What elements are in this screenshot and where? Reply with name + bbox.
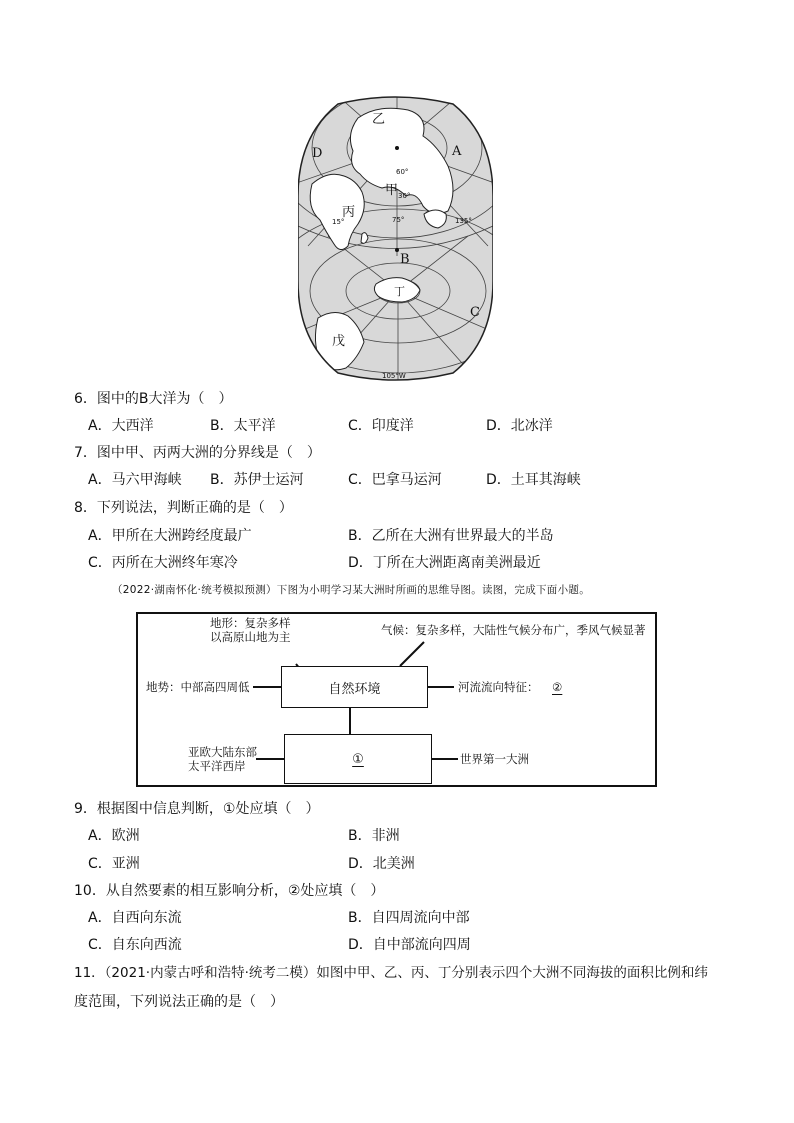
q9-option-d[interactable]: D．北美洲 [348, 856, 415, 872]
label-d: D [312, 146, 323, 161]
mind-map-answer-box [284, 734, 432, 784]
label-lon135: 135° [455, 217, 472, 225]
mind-map-figure [136, 612, 657, 787]
mind-map-location: 亚欧大陆东部 太平洋西岸 [188, 745, 257, 773]
mind-map-blank-2: ② [552, 680, 563, 694]
mind-map-climate: 气候：复杂多样，大陆性气候分布广，季风气候显著 [381, 623, 646, 637]
question-10-stem: 10．从自然要素的相互影响分析，②处应填（ ） [74, 883, 385, 899]
mind-map-center-label: 自然环境 [328, 681, 381, 697]
mind-map-relief: 地势：中部高四周低 [146, 680, 250, 694]
label-lon75: 75° [392, 216, 405, 224]
q8-option-d[interactable]: D．丁所在大洲距离南美洲最近 [348, 555, 541, 571]
question-6-stem: 6．图中的B大洋为（ ） [74, 391, 233, 407]
mind-map-river-label: 河流流向特征： [458, 680, 539, 694]
question-11-line-1: 11．（2021·内蒙古呼和浩特·统考二模）如图中甲、乙、丙、丁分别表示四个大洲不同海拔的面积比例和纬 [74, 965, 708, 981]
q7-option-b[interactable]: B．苏伊士运河 [210, 472, 304, 488]
label-lat30: 30° [398, 192, 411, 200]
question-8-stem: 8．下列说法，判断正确的是（ ） [74, 500, 293, 516]
q10-option-d[interactable]: D．自中部流向四周 [348, 937, 471, 953]
mind-map-center-box [281, 666, 428, 708]
mind-map-blank-1: ① [352, 751, 364, 767]
q7-option-a[interactable]: A．马六甲海峡 [88, 472, 182, 488]
question-11-line-2: 度范围，下列说法正确的是（ ） [74, 994, 284, 1010]
q10-option-c[interactable]: C．自东向西流 [88, 937, 182, 953]
q9-option-b[interactable]: B．非洲 [348, 828, 400, 844]
label-ding: 丁 [394, 285, 405, 298]
mind-map-largest: 世界第一大洲 [460, 752, 529, 766]
q9-option-c[interactable]: C．亚洲 [88, 856, 140, 872]
world-map-figure [298, 96, 493, 381]
label-a: A [452, 144, 462, 159]
north-pole-point [395, 146, 399, 150]
q8-option-a[interactable]: A．甲所在大洲跨经度最广 [88, 528, 252, 544]
q10-option-b[interactable]: B．自四周流向中部 [348, 910, 470, 926]
label-lon15: 15° [332, 218, 345, 226]
q8-option-b[interactable]: B．乙所在大洲有世界最大的半岛 [348, 528, 554, 544]
q6-option-d[interactable]: D．北冰洋 [486, 418, 553, 434]
mind-map-river [458, 680, 572, 694]
label-yi: 乙 [372, 112, 386, 127]
q8-option-c[interactable]: C．丙所在大洲终年寒冷 [88, 555, 238, 571]
label-b: B [400, 252, 410, 267]
label-lat60: 60° [396, 168, 409, 176]
label-jia: 甲 [385, 183, 399, 198]
q6-option-b[interactable]: B．太平洋 [210, 418, 276, 434]
question-7-stem: 7．图中甲、丙两大洲的分界线是（ ） [74, 445, 321, 461]
section-intro: （2022·湖南怀化·统考模拟预测）下图为小明学习某大洲时所画的思维导图。读图，完成下面小题。 [112, 584, 590, 596]
q6-option-a[interactable]: A．大西洋 [88, 418, 154, 434]
mind-map-terrain: 地形：复杂多样 以高原山地为主 [210, 616, 291, 644]
world-map-svg [298, 96, 493, 381]
q9-option-a[interactable]: A．欧洲 [88, 828, 140, 844]
q10-option-a[interactable]: A．自西向东流 [88, 910, 182, 926]
question-9-stem: 9．根据图中信息判断，①处应填（ ） [74, 801, 320, 817]
q6-option-c[interactable]: C．印度洋 [348, 418, 414, 434]
label-bing: 丙 [342, 205, 356, 220]
q7-option-d[interactable]: D．土耳其海峡 [486, 472, 581, 488]
point-b-marker [395, 248, 399, 252]
q7-option-c[interactable]: C．巴拿马运河 [348, 472, 442, 488]
label-c: C [470, 305, 480, 320]
label-lon105w: 105°W [382, 372, 406, 380]
label-wu: 戊 [332, 334, 346, 349]
